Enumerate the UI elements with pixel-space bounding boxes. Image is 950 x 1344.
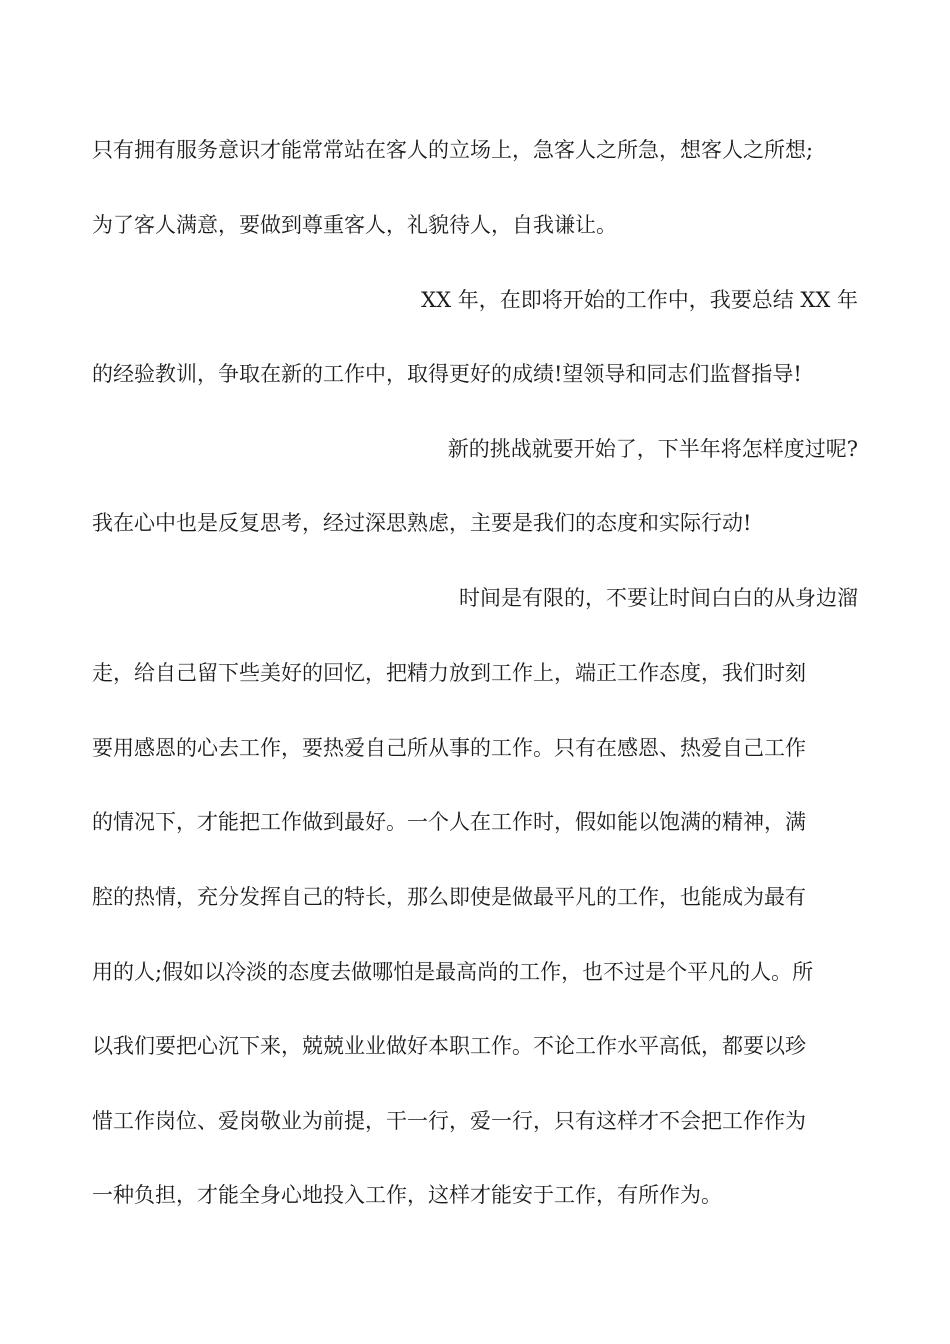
text-line: 的经验教训，争取在新的工作中，取得更好的成绩!望领导和同志们监督指导! xyxy=(92,362,802,386)
text-line: 惜工作岗位、爱岗敬业为前提，干一行，爱一行，只有这样才不会把工作作为 xyxy=(92,1109,806,1133)
text-line: 用的人;假如以冷淡的态度去做哪怕是最高尚的工作，也不过是个平凡的人。所 xyxy=(92,960,814,984)
text-line: 为了客人满意，要做到尊重客人，礼貌待人，自我谦让。 xyxy=(92,213,617,237)
text-line: 走，给自己留下些美好的回忆，把精力放到工作上，端正工作态度，我们时刻 xyxy=(92,661,806,685)
text-line: 一种负担，才能全身心地投入工作，这样才能安于工作，有所作为。 xyxy=(92,1183,722,1207)
text-line: 的情况下，才能把工作做到最好。一个人在工作时，假如能以饱满的精神，满 xyxy=(92,810,806,834)
text-line: 要用感恩的心去工作，要热爱自己所从事的工作。只有在感恩、热爱自己工作 xyxy=(92,736,806,760)
text-line: 腔的热情，充分发挥自己的特长，那么即使是做最平凡的工作，也能成为最有 xyxy=(92,885,806,909)
text-line: 新的挑战就要开始了，下半年将怎样度过呢? xyxy=(447,437,858,461)
text-line: 以我们要把心沉下来，兢兢业业做好本职工作。不论工作水平高低，都要以珍 xyxy=(92,1034,806,1058)
text-line: 时间是有限的，不要让时间白白的从身边溜 xyxy=(459,586,858,610)
text-line: XX 年，在即将开始的工作中，我要总结 XX 年 xyxy=(421,288,858,312)
text-line: 只有拥有服务意识才能常常站在客人的立场上，急客人之所急，想客人之所想; xyxy=(92,138,814,162)
text-line: 我在心中也是反复思考，经过深思熟虑，主要是我们的态度和实际行动! xyxy=(92,511,752,535)
